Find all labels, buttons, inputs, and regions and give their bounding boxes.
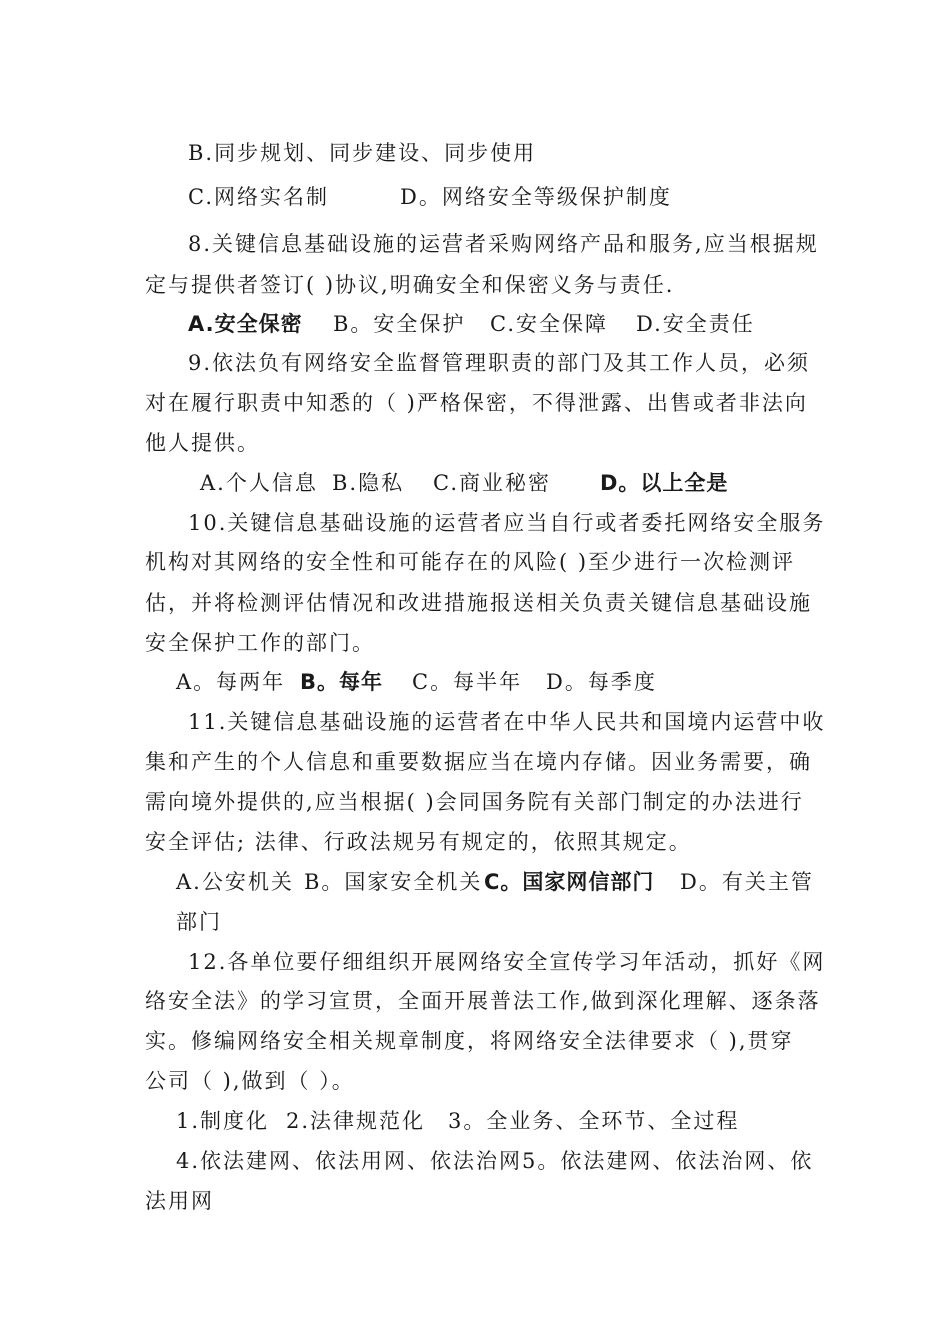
question-10-line: 机构对其网络的安全性和可能存在的风险( )至少进行一次检测评 — [145, 550, 796, 574]
option-d: D。每季度 — [546, 670, 657, 694]
question-12-line: 实。修编网络安全相关规章制度，将网络安全法律要求（ ),贯穿 — [145, 1029, 794, 1053]
question-10-line: 安全保护工作的部门。 — [145, 631, 375, 655]
question-12-line: 公司（ ),做到（ ）。 — [145, 1069, 355, 1093]
option-b-answer: B。每年 — [300, 670, 384, 694]
option-2: 2.法律规范化 — [286, 1109, 426, 1133]
question-9-line: 9.依法负有网络安全监督管理职责的部门及其工作人员，必须 — [188, 351, 811, 375]
option-d-answer: D。以上全是 — [600, 471, 729, 495]
option-a: A.个人信息 — [200, 471, 318, 495]
option-a-answer: A.安全保密 — [188, 312, 303, 336]
option-a: A。每两年 — [176, 670, 286, 694]
question-9-line: 他人提供。 — [145, 431, 260, 455]
question-8-line: 定与提供者签订( )协议,明确安全和保密义务与责任. — [145, 273, 675, 297]
option-d: D.安全责任 — [636, 312, 755, 336]
option-b: B。国家安全机关 — [304, 870, 483, 894]
question-11-line: 11.关键信息基础设施的运营者在中华人民共和国境内运营中收 — [188, 710, 826, 734]
option-line: B.同步规划、同步建设、同步使用 — [188, 141, 537, 165]
option-b: B。安全保护 — [333, 312, 466, 336]
options-10 — [176, 668, 896, 696]
option-b: B.隐私 — [332, 471, 405, 495]
option-1: 1.制度化 — [176, 1109, 270, 1133]
question-11-line: 安全评估; 法律、行政法规另有规定的，依照其规定。 — [145, 830, 692, 854]
option-3: 3。全业务、全环节、全过程 — [448, 1109, 740, 1133]
option-c-answer: C。国家网信部门 — [484, 870, 655, 894]
option-d-continued: 部门 — [176, 910, 222, 934]
options-9 — [200, 469, 900, 497]
option-d: D。网络安全等级保护制度 — [400, 185, 672, 209]
option-c: C.安全保障 — [490, 312, 608, 336]
question-10-line: 估，并将检测评估情况和改进措施报送相关负责关键信息基础设施 — [145, 591, 812, 615]
question-10-line: 10.关键信息基础设施的运营者应当自行或者委托网络安全服务 — [188, 511, 826, 535]
options-11 — [176, 868, 916, 896]
option-d: D。有关主管 — [680, 870, 814, 894]
option-a: A.公安机关 — [176, 870, 294, 894]
option-4: 4.依法建网、依法用网、依法治网 — [176, 1149, 523, 1173]
options-12 — [176, 1107, 896, 1135]
option-c: C。每半年 — [412, 670, 523, 694]
option-5: 5。依法建网、依法治网、依 — [522, 1149, 814, 1173]
option-c: C.商业秘密 — [433, 471, 551, 495]
question-8-line: 8.关键信息基础设施的运营者采购网络产品和服务,应当根据规 — [188, 232, 819, 256]
option-line — [188, 183, 888, 211]
option-5-continued: 法用网 — [145, 1189, 214, 1213]
question-9-line: 对在履行职责中知悉的（ )严格保密，不得泄露、出售或者非法向 — [145, 391, 808, 415]
options-12 — [176, 1147, 916, 1175]
option-c: C.网络实名制 — [188, 185, 329, 209]
question-12-line: 络安全法》的学习宣贯，全面开展普法工作,做到深化理解、逐条落 — [145, 989, 821, 1013]
options-8 — [188, 310, 888, 338]
question-12-line: 12.各单位要仔细组织开展网络安全宣传学习年活动，抓好《网 — [188, 950, 826, 974]
question-11-line: 集和产生的个人信息和重要数据应当在境内存储。因业务需要，确 — [145, 750, 812, 774]
question-11-line: 需向境外提供的,应当根据( )会同国务院有关部门制定的办法进行 — [145, 790, 804, 814]
